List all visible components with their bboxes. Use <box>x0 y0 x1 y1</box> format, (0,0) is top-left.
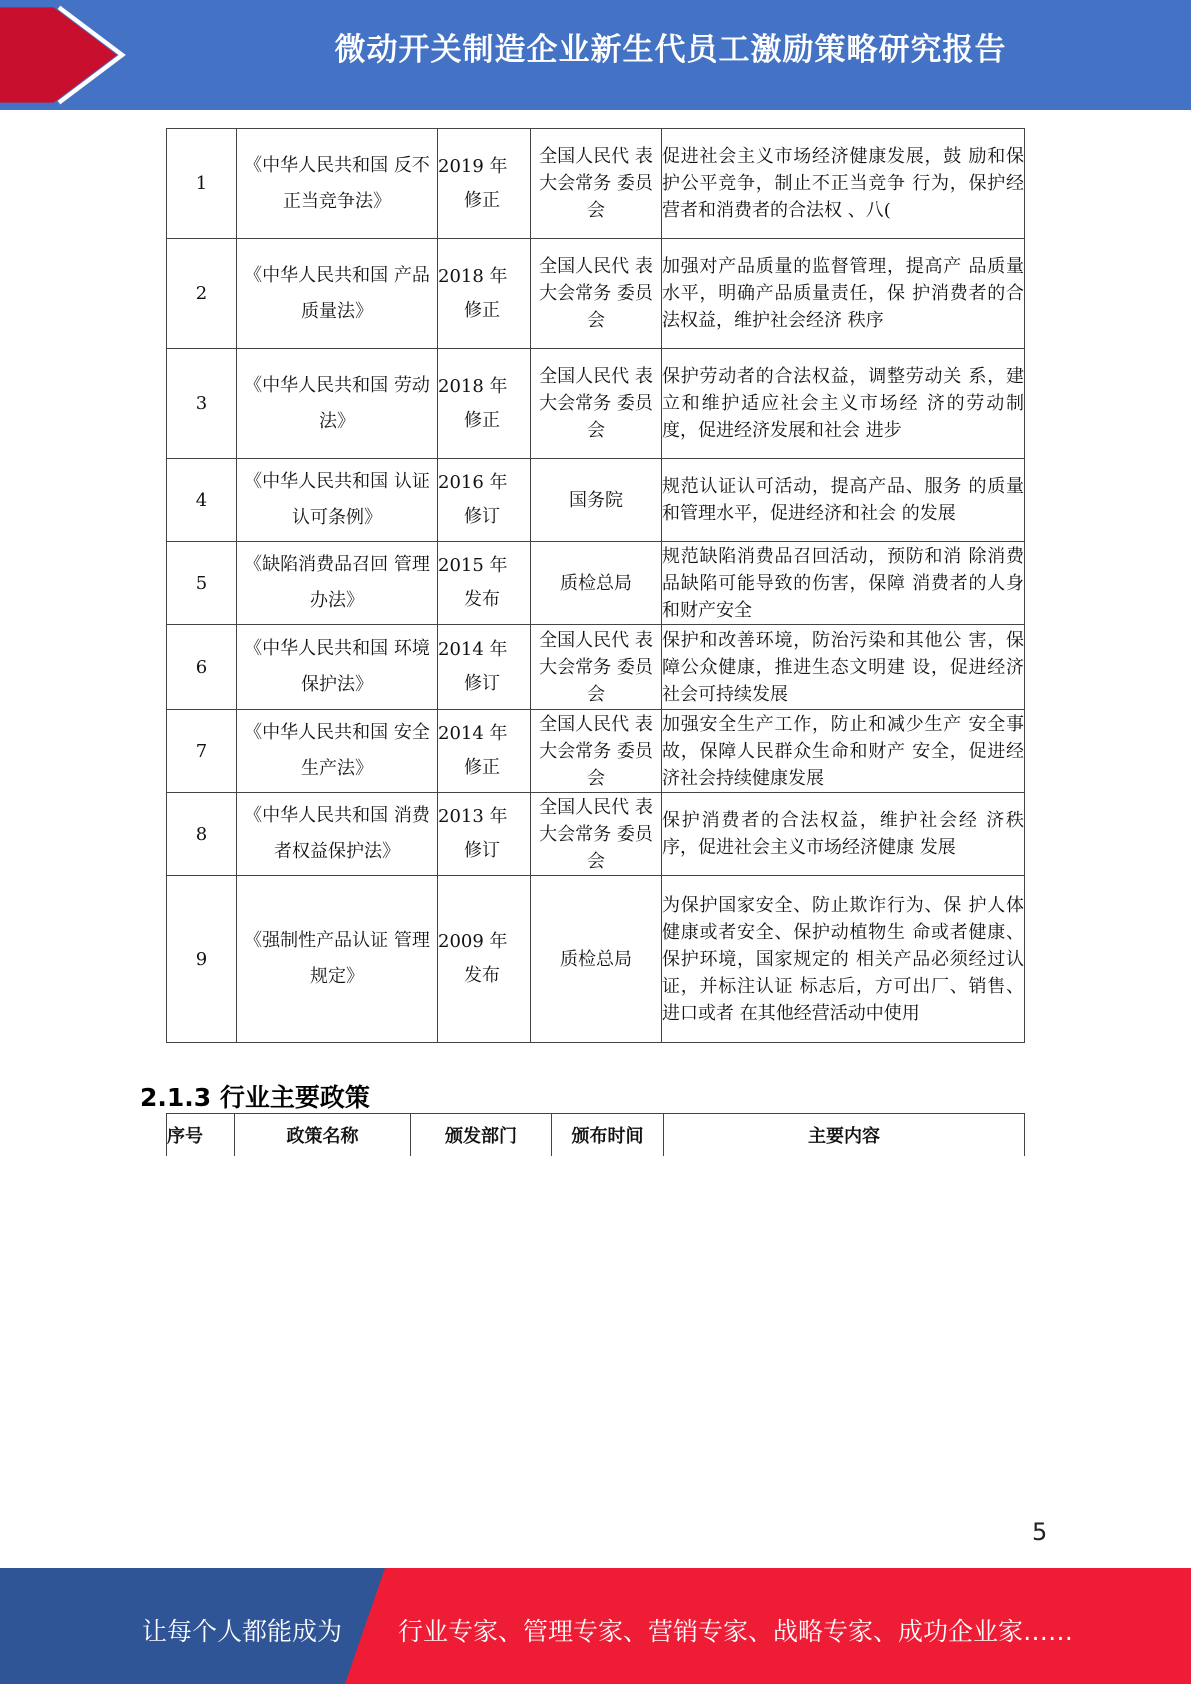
law-date <box>438 625 531 710</box>
law-content: 加强安全生产工作，防止和减少生产 安全事故，保障人民群众生命和财产 安全，促进经济社会持续健康发展 <box>662 710 1025 793</box>
header-red-arrow <box>0 0 130 110</box>
row-number: 9 <box>167 876 237 1043</box>
policy-header-row <box>167 1114 1025 1157</box>
law-year: 2015 年 <box>438 555 508 576</box>
law-year: 2018 年 <box>438 265 508 287</box>
table-row <box>167 129 1025 239</box>
law-name: 《中华人民共和国 消费者权益保护法》 <box>237 793 438 876</box>
law-action: 发布 <box>464 589 500 610</box>
law-name: 《中华人民共和国 劳动法》 <box>237 349 438 459</box>
table-row <box>167 625 1025 710</box>
law-date <box>438 349 531 459</box>
table-row <box>167 349 1025 459</box>
laws-table <box>166 128 1025 1043</box>
law-date <box>438 876 531 1043</box>
law-name: 《中华人民共和国 环境保护法》 <box>237 625 438 710</box>
law-date <box>438 459 531 542</box>
law-content: 规范缺陷消费品召回活动，预防和消 除消费品缺陷可能导致的伤害，保障 消费者的人身和财产安全 <box>662 542 1025 625</box>
law-authority: 国务院 <box>531 459 662 542</box>
law-authority: 全国人民代 表大会常务 委员会 <box>531 129 662 239</box>
law-name: 《缺陷消费品召回 管理办法》 <box>237 542 438 625</box>
header-cell: 主要内容 <box>664 1114 1025 1157</box>
law-content: 保护消费者的合法权益，维护社会经 济秩序，促进社会主义市场经济健康 发展 <box>662 793 1025 876</box>
row-number: 7 <box>167 710 237 793</box>
law-authority: 全国人民代 表大会常务 委员会 <box>531 625 662 710</box>
law-action: 修订 <box>464 506 500 527</box>
law-content: 促进社会主义市场经济健康发展，鼓 励和保护公平竞争，制止不正当竞争 行为，保护经营者和消费者的合法权 、八( <box>662 129 1025 239</box>
law-action: 发布 <box>464 965 500 986</box>
law-year: 2009 年 <box>438 931 508 952</box>
law-content: 规范认证认可活动，提高产品、服务 的质量和管理水平，促进经济和社会 的发展 <box>662 459 1025 542</box>
law-name: 《强制性产品认证 管理规定》 <box>237 876 438 1043</box>
table-row <box>167 542 1025 625</box>
table-row <box>167 793 1025 876</box>
row-number: 5 <box>167 542 237 625</box>
law-content: 加强对产品质量的监督管理，提高产 品质量水平，明确产品质量责任，保 护消费者的合法权益，维护社会经济 秩序 <box>662 239 1025 349</box>
law-action: 修正 <box>464 757 500 778</box>
header-cell: 序号 <box>167 1114 235 1157</box>
law-date <box>438 542 531 625</box>
law-name: 《中华人民共和国 认证认可条例》 <box>237 459 438 542</box>
law-year: 2016 年 <box>438 472 508 493</box>
row-number: 3 <box>167 349 237 459</box>
law-authority: 全国人民代 表大会常务 委员会 <box>531 793 662 876</box>
report-title: 微动开关制造企业新生代员工激励策略研究报告 <box>334 32 1007 68</box>
law-authority: 质检总局 <box>531 542 662 625</box>
law-name: 《中华人民共和国 安全生产法》 <box>237 710 438 793</box>
policy-table <box>166 1113 1025 1156</box>
law-year: 2013 年 <box>438 806 508 827</box>
law-date <box>438 793 531 876</box>
header-cell: 颁发部门 <box>411 1114 552 1157</box>
section-heading: 2.1.3 行业主要政策 <box>140 1083 370 1112</box>
law-action: 修订 <box>464 673 500 694</box>
law-year: 2014 年 <box>438 723 508 744</box>
law-date <box>438 239 531 349</box>
law-content: 为保护国家安全、防止欺诈行为、保 护人体健康或者安全、保护动植物生 命或者健康、保护环境，国家规定的 相关产品必须经过认证，并标注认证 标志后，方可出厂、销售、进口或者 在其他经营活动中使用 <box>662 876 1025 1043</box>
header-cell: 颁布时间 <box>552 1114 664 1157</box>
row-number: 1 <box>167 129 237 239</box>
law-authority: 全国人民代 表大会常务 委员会 <box>531 349 662 459</box>
table-row <box>167 710 1025 793</box>
law-action: 修正 <box>464 189 500 211</box>
header-cell: 政策名称 <box>235 1114 411 1157</box>
law-authority: 全国人民代 表大会常务 委员会 <box>531 239 662 349</box>
law-content: 保护和改善环境，防治污染和其他公 害，保障公众健康，推进生态文明建 设，促进经济社会可持续发展 <box>662 625 1025 710</box>
law-year: 2014 年 <box>438 639 508 660</box>
law-authority: 全国人民代 表大会常务 委员会 <box>531 710 662 793</box>
table-row <box>167 876 1025 1043</box>
law-action: 修订 <box>464 840 500 861</box>
footer-slogan-left: 让每个人都能成为 <box>142 1617 343 1646</box>
law-date <box>438 710 531 793</box>
page-number: 5 <box>1032 1518 1048 1546</box>
law-action: 修正 <box>464 409 500 431</box>
row-number: 8 <box>167 793 237 876</box>
table-row <box>167 459 1025 542</box>
law-action: 修正 <box>464 299 500 321</box>
law-year: 2018 年 <box>438 375 508 397</box>
row-number: 4 <box>167 459 237 542</box>
law-date <box>438 129 531 239</box>
row-number: 2 <box>167 239 237 349</box>
law-year: 2019 年 <box>438 155 508 177</box>
table-row <box>167 239 1025 349</box>
law-content: 保护劳动者的合法权益，调整劳动关 系，建立和维护适应社会主义市场经 济的劳动制度，促进经济发展和社会 进步 <box>662 349 1025 459</box>
footer-slogan-right: 行业专家、管理专家、营销专家、战略专家、成功企业家…… <box>398 1617 1074 1646</box>
law-name: 《中华人民共和国 产品质量法》 <box>237 239 438 349</box>
law-name: 《中华人民共和国 反不正当竞争法》 <box>237 129 438 239</box>
law-authority: 质检总局 <box>531 876 662 1043</box>
row-number: 6 <box>167 625 237 710</box>
